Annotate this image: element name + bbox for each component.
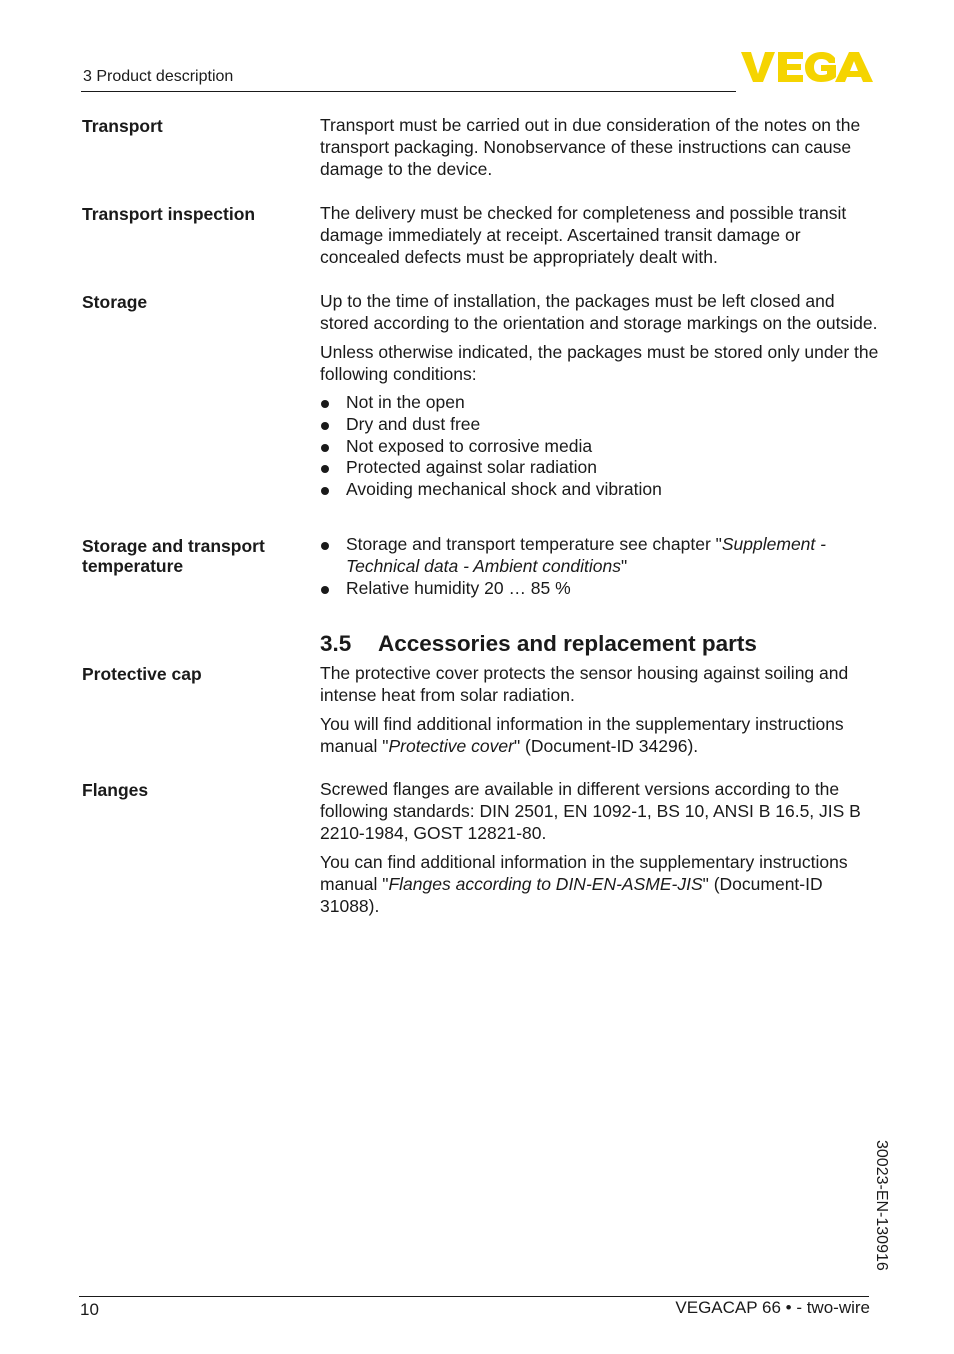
label-transport-inspection: Transport inspection	[82, 204, 256, 224]
section-heading	[320, 630, 757, 658]
label-flanges: Flanges	[82, 780, 149, 800]
protective-cap-text-2	[320, 713, 880, 757]
storage-text-1: Up to the time of installation, the packages must be left closed and stored according to the orientation and storage markings on the outside.	[320, 291, 878, 333]
vega-logo	[741, 50, 873, 84]
label-storage-temperature-line-2: temperature	[82, 556, 184, 576]
protective-cap-body	[320, 662, 880, 764]
transport-inspection-body	[320, 202, 880, 275]
list-item: Avoiding mechanical shock and vibration	[320, 479, 880, 501]
document-code	[872, 1140, 908, 1290]
storage-temperature-body	[320, 534, 880, 599]
flanges-text-2	[320, 851, 880, 917]
document-reference: Protective cover	[388, 736, 514, 756]
label-storage-temperature-line-1: Storage and transport	[82, 536, 265, 556]
list-item: Protected against solar radiation	[320, 457, 880, 479]
storage-text-2: Unless otherwise indicated, the packages must be stored only under the following conditions:	[320, 342, 879, 384]
label-storage: Storage	[82, 292, 148, 312]
document-reference: Flanges according to DIN-EN-ASME-JIS	[388, 874, 703, 894]
list-item: Not exposed to corrosive media	[320, 436, 880, 458]
storage-temperature-list	[320, 534, 880, 599]
footer-product: VEGACAP 66 • - two-wire	[675, 1298, 870, 1317]
header-section-title: 3 Product description	[83, 68, 234, 85]
flanges-text-1: Screwed flanges are available in different versions according to the following standards: DIN 2501, EN 1092-1, BS 10, ANSI B 16.5, JIS B 2210-1984, GOST 12821-80.	[320, 779, 861, 843]
label-transport: Transport	[82, 116, 163, 136]
transport-text: Transport must be carried out in due consideration of the notes on the transport packaging. Nonobservance of these instructions can cause damage to the device.	[320, 115, 861, 179]
chapter-reference: Supplement - Technical data - Ambient conditions	[346, 534, 826, 576]
page-number: 10	[80, 1300, 99, 1319]
transport-inspection-text: The delivery must be checked for completeness and possible transit damage immediately at receipt. Ascertained transit damage or concealed defects must be appropriately dealt with.	[320, 203, 847, 267]
list-item	[320, 534, 880, 578]
list-item: Dry and dust free	[320, 414, 880, 436]
header-divider	[81, 91, 736, 92]
list-item: Relative humidity 20 … 85 %	[320, 578, 880, 600]
label-storage-temperature	[82, 536, 297, 576]
storage-body	[320, 290, 880, 501]
transport-body	[320, 114, 880, 187]
list-item: Not in the open	[320, 392, 880, 414]
protective-cap-text-1: The protective cover protects the sensor housing against soiling and intense heat from solar radiation.	[320, 663, 849, 705]
item-text: Storage and transport temperature see chapter "	[346, 534, 722, 554]
text-segment: " (Document-ID 31088).	[320, 874, 823, 916]
text-segment: You will find additional information in the supplementary instructions manual "	[320, 714, 844, 756]
section-title: Accessories and replacement parts	[378, 631, 757, 656]
item-text: "	[620, 555, 628, 576]
footer-divider	[79, 1296, 869, 1297]
text-segment: You can find additional information in the supplementary instructions manual "	[320, 852, 848, 894]
storage-conditions-list	[320, 392, 880, 501]
flanges-body	[320, 778, 880, 924]
document-code-text: 30023-EN-130916	[873, 1140, 890, 1271]
section-number: 3.5	[320, 631, 352, 656]
label-protective-cap: Protective cap	[82, 664, 202, 684]
text-segment: " (Document-ID 34296).	[513, 736, 699, 756]
